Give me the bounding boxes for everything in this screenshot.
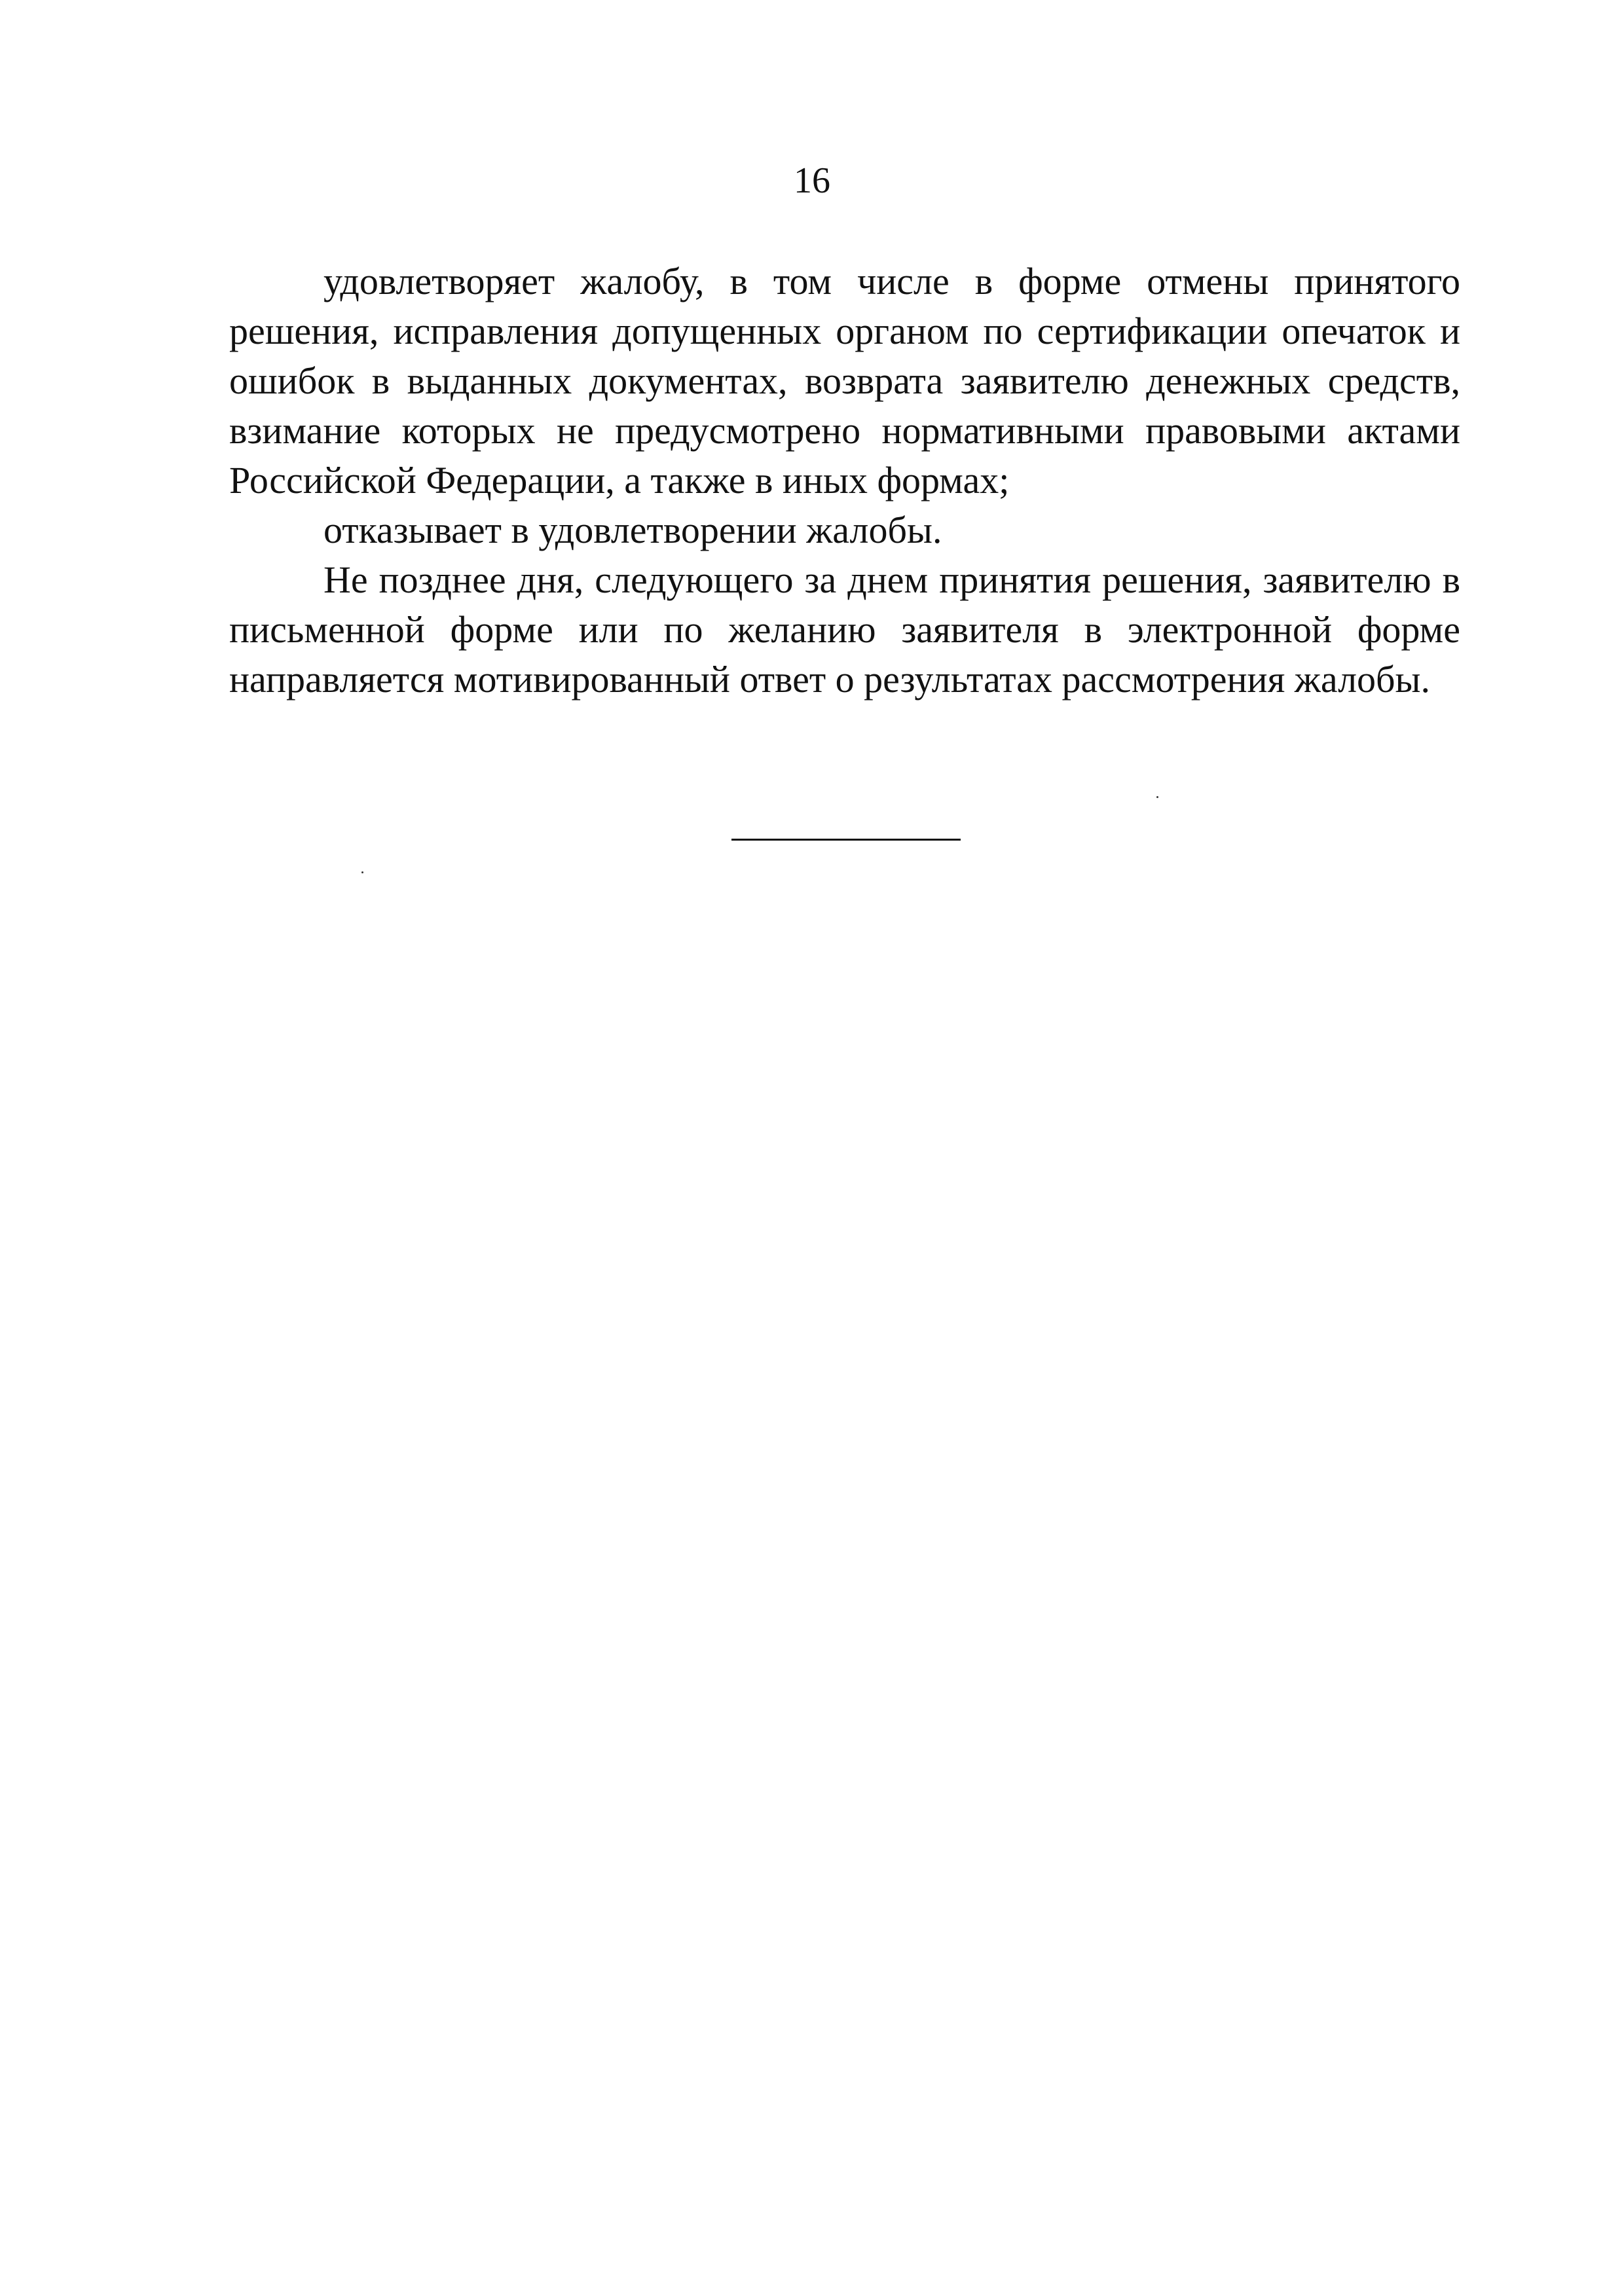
paragraph-response-deadline: Не позднее дня, следующего за днем принятия решения, заявителю в письменной форме или по желанию заявителя в электронной форме направляется мотивированный ответ о результатах рассмотрения жалобы. — [229, 558, 1460, 701]
end-of-text-separator — [731, 839, 961, 841]
scan-speck — [361, 871, 363, 873]
paragraph-complaint-rejected: отказывает в удовлетворении жалобы. — [323, 509, 942, 551]
page-number: 16 — [794, 160, 830, 201]
document-body — [229, 257, 1460, 704]
scan-speck — [1156, 796, 1158, 798]
paragraph-complaint-satisfied: удовлетворяет жалобу, в том числе в форме отмены принятого решения, исправления допущенных органом по сертификации опечаток и ошибок в выданных документах, возврата заявителю денежных средств, взимание которых не предусмотрено нормативными правовыми актами Российской Федерации, а также в иных формах; — [229, 260, 1460, 501]
